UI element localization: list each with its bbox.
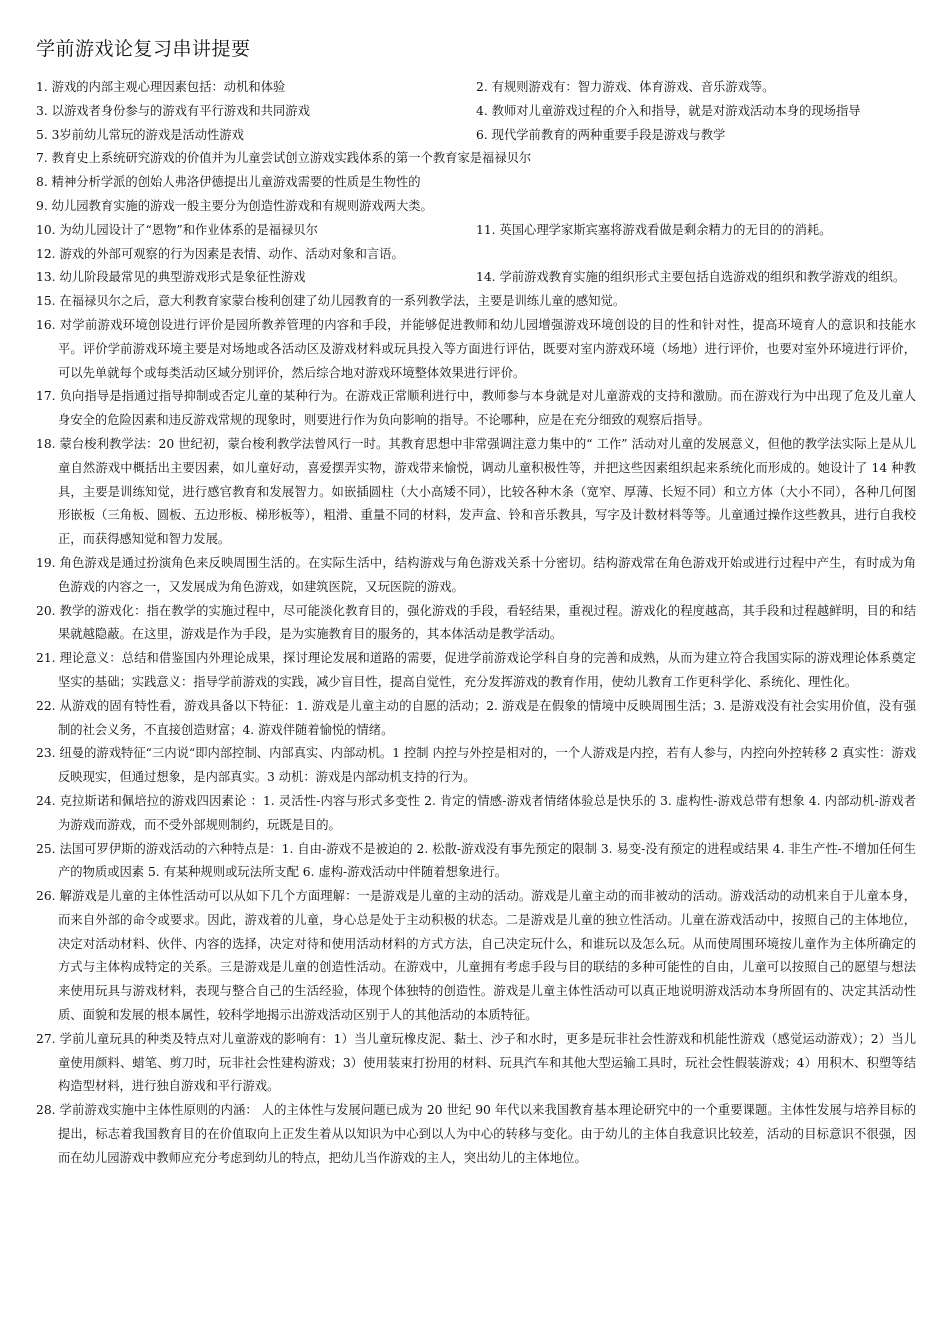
item-6: 6. 现代学前教育的两种重要手段是游戏与教学 [476, 127, 726, 142]
item-row-3-4 [36, 100, 916, 124]
item-27: 27. 学前儿童玩具的种类及特点对儿童游戏的影响有：1）当儿童玩橡皮泥、黏土、沙子和水时，更多是玩非社会性游戏和机能性游戏（感觉运动游戏）；2）当儿童使用颜料、蜡笔、剪刀时，玩非社会性建构游戏；3）使用装束打扮用的材料、玩具汽车和其他大型运输工具时，玩社会性假装游戏；4）用积木、积塑等结构造型材料，进行独自游戏和平行游戏。 [36, 1031, 916, 1094]
item-21: 21. 理论意义：总结和借鉴国内外理论成果，探讨理论发展和道路的需要，促进学前游戏论学科自身的完善和成熟，从而为建立符合我国实际的游戏理论体系奠定坚实的基础；实践意义：指导学前游戏的实践，减少盲目性，提高自觉性，充分发挥游戏的教育作用，使幼儿教育工作更科学化、系统化、理性化。 [36, 651, 916, 689]
item-26: 26. 解游戏是儿童的主体性活动可以从如下几个方面理解：一是游戏是儿童的主动的活动。游戏是儿童主动的而非被动的活动。游戏活动的动机来自于儿童本身，而来自外部的命令或要求。因此，游戏着的儿童，身心总是处于主动积极的状态。二是游戏是儿童的独立性活动。儿童在游戏活动中，按照自己的主体地位，决定对活动材料、伙伴、内容的选择，决定对待和使用活动材料的方式方法，自己决定玩什么，和谁玩以及怎么玩。从而使周围环境按儿童作为主体所确定的方式与主体构成特定的关系。三是游戏是儿童的创造性活动。在游戏中，儿童拥有考虑手段与目的联结的多种可能性的自由，儿童可以按照自己的愿望与想法来使用玩具与游戏材料，表现与整合自己的生活经验，体现个体独特的创造性。游戏是儿童主体性活动可以真正地说明游戏活动本身所固有的、决定其活动性质、面貌和发展的根本属性，较科学地揭示出游戏活动区别于人的其他活动的本质特征。 [36, 889, 916, 1023]
item-7: 7. 教育史上系统研究游戏的价值并为儿童尝试创立游戏实践体系的第一个教育家是福禄贝尔 [36, 151, 532, 166]
page-title: 学前游戏论复习串讲提要 [36, 38, 251, 60]
item-4: 4. 教师对儿童游戏过程的介入和指导，就是对游戏活动本身的现场指导 [476, 103, 861, 118]
item-3: 3. 以游戏者身份参与的游戏有平行游戏和共同游戏 [36, 103, 310, 118]
item-5: 5. 3岁前幼儿常玩的游戏是活动性游戏 [36, 127, 244, 142]
item-2: 2. 有规则游戏有：智力游戏、体育游戏、音乐游戏等。 [476, 80, 775, 94]
document-page [36, 36, 916, 1171]
item-22: 22. 从游戏的固有特性看，游戏具备以下特征：1. 游戏是儿童主动的自愿的活动；2. 游戏是在假象的情境中反映周围生活；3. 是游戏没有社会实用价值，没有强制的社会义务，不直接创造财富；4. 游戏伴随着愉悦的情绪。 [36, 698, 916, 737]
item-row-5-6 [36, 124, 916, 148]
item-18: 18. 蒙台梭利教学法：20 世纪初，蒙台梭利教学法曾风行一时。其教育思想中非常强调注意力集中的“ 工作” 活动对儿童的发展意义，但他的教学法实际上是从儿童自然游戏中概括出主要因素，如儿童好动，喜爱摆弄实物，游戏带来愉悦，调动儿童积极性等，并把这些因素组织起来系统化而形成的。她设计了 14 种教具，主要是训练知觉，进行感官教育和发展智力。如嵌插圆柱（大小高矮不同），比较各种木条（宽窄、厚薄、长短不同）和立方体（大小不同），各种几何图形嵌板（三角板、圆板、五边形板、梯形板等），粗滑、重量不同的材料，发声盒、铃和音乐教具，写字及计数材料等等。儿童通过操作这些教具，进行自我校正，而获得感知觉和智力发展。 [36, 436, 916, 547]
item-28: 28. 学前游戏实施中主体性原则的内涵： 人的主体性与发展问题已成为 20 世纪 90 年代以来我国教育基本理论研究中的一个重要课题。主体性发展与培养目标的提出，标志着我国教育目的在价值取向上正发生着从以知识为中心到以人为中心的转移与变化。由于幼儿的主体自我意识比较差，活动的目标意识不很强，因而在幼儿园游戏中教师应充分考虑到幼儿的特点，把幼儿当作游戏的主人，突出幼儿的主体地位。 [36, 1103, 916, 1165]
item-23: 23. 纽曼的游戏特征“三内说“即内部控制、内部真实、内部动机。1 控制 内控与外控是相对的，一个人游戏是内控，若有人参与，内控向外控转移 2 真实性：游戏反映现实，但通过想象，是内部真实。3 动机：游戏是内部动机支持的行为。 [36, 746, 916, 785]
item-row-1-2 [36, 76, 916, 100]
item-12: 12. 游戏的外部可观察的行为因素是表情、动作、活动对象和言语。 [36, 246, 404, 261]
item-row-10-11 [36, 219, 916, 243]
item-11: 11. 英国心理学家斯宾塞将游戏看做是剩余精力的无目的的消耗。 [476, 222, 832, 237]
item-15: 15. 在福禄贝尔之后，意大利教育家蒙台梭利创建了幼儿园教育的一系列教学法，主要是训练儿童的感知觉。 [36, 294, 626, 309]
item-8: 8. 精神分析学派的创始人弗洛伊德提出儿童游戏需要的性质是生物性的 [36, 175, 421, 190]
item-10: 10. 为幼儿园设计了“恩物”和作业体系的是福禄贝尔 [36, 222, 318, 237]
item-24: 24. 克拉斯诺和佩培拉的游戏四因素论 ：1. 灵活性-内容与形式多变性 2. 肯定的情感-游戏者情绪体验总是快乐的 3. 虚构性-游戏总带有想象 4. 内部动机-游戏者为游戏而游戏，而不受外部规则制约，玩既是目的。 [36, 793, 916, 832]
item-16: 16. 对学前游戏环境创设进行评价是园所教养管理的内容和手段，并能够促进教师和幼儿园增强游戏环境创设的目的性和针对性，提高环境育人的意识和技能水平。评价学前游戏环境主要是对场地或各活动区及游戏材料或玩具投入等方面进行评估，既要对室内游戏环境（场地）进行评价，也要对室外环境进行评价，可以先单就每个或每类活动区域分别评价，然后综合地对游戏环境整体效果进行评价。 [36, 317, 916, 380]
item-14: 14. 学前游戏教育实施的组织形式主要包括自选游戏的组织和教学游戏的组织。 [476, 270, 906, 285]
item-row-13-14 [36, 266, 916, 290]
item-17: 17. 负向指导是指通过指导抑制或否定儿童的某种行为。在游戏正常顺利进行中，教师参与本身就是对儿童游戏的支持和激励。而在游戏行为中出现了危及儿童人身安全的危险因素和违反游戏常规的现象时，则要进行作为负向影响的指导。不论哪种，应是在充分细致的观察后指导。 [36, 389, 916, 428]
item-19: 19. 角色游戏是通过扮演角色来反映周围生活的。在实际生活中，结构游戏与角色游戏关系十分密切。结构游戏常在角色游戏开始或进行过程中产生，有时成为角色游戏的内容之一，又发展成为角色游戏，如建筑医院，又玩医院的游戏。 [36, 555, 916, 594]
item-13: 13. 幼儿阶段最常见的典型游戏形式是象征性游戏 [36, 270, 306, 285]
item-25: 25. 法国可罗伊斯的游戏活动的六种特点是：1. 自由-游戏不是被迫的 2. 松散-游戏没有事先预定的限制 3. 易变-没有预定的进程或结果 4. 非生产性-不增加任何生产的物质或因素 5. 有某种规则或玩法所支配 6. 虚构-游戏活动中伴随着想象进行。 [36, 841, 916, 880]
item-20: 20. 教学的游戏化：指在教学的实施过程中，尽可能淡化教育目的，强化游戏的手段，看轻结果，重视过程。游戏化的程度越高，其手段和过程越鲜明，目的和结果就越隐蔽。在这里，游戏是作为手段，是为实施教育目的服务的，其本体活动是教学活动。 [36, 603, 916, 642]
item-1: 1. 游戏的内部主观心理因素包括：动机和体验 [36, 80, 286, 94]
item-9: 9. 幼儿园教育实施的游戏一般主要分为创造性游戏和有规则游戏两大类。 [36, 198, 433, 213]
